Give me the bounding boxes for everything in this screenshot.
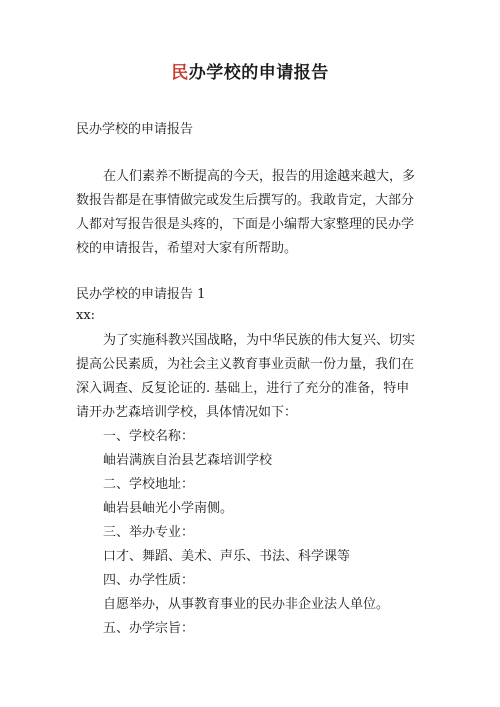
item-specialties-value: 口才、舞蹈、美术、声乐、书法、科学课等 bbox=[103, 549, 351, 564]
document-title bbox=[0, 62, 500, 84]
subtitle: 民办学校的申请报告 bbox=[76, 122, 194, 137]
salutation: xx: bbox=[76, 308, 96, 323]
section1-para-line-1: 为了实施科教兴国战略，为中华民族的伟大复兴、切实 bbox=[103, 333, 416, 348]
section1-heading: 民办学校的申请报告 1 bbox=[76, 287, 206, 302]
intro-line-2: 数报告都是在事情做完或发生后撰写的。我敢肯定，大部分 bbox=[76, 193, 415, 208]
item-purpose-label: 五、办学宗旨： bbox=[103, 621, 195, 636]
item-school-name-label: 一、学校名称： bbox=[103, 429, 195, 444]
section1-para-line-2: 提高公民素质，为社会主义教育事业贡献一份力量，我们在 bbox=[76, 357, 415, 372]
intro-line-1: 在人们素养不断提高的今天，报告的用途越来越大，多 bbox=[103, 169, 416, 184]
item-nature-label: 四、办学性质： bbox=[103, 573, 195, 588]
item-nature-value: 自愿举办，从事教育事业的民办非企业法人单位。 bbox=[103, 597, 390, 612]
section1-para-line-3: 深入调查、反复论证的. 基础上，进行了充分的准备，特申 bbox=[76, 381, 410, 396]
item-school-address-value: 岫岩县岫光小学南侧。 bbox=[103, 501, 234, 516]
item-school-name-value: 岫岩满族自治县艺森培训学校 bbox=[103, 453, 273, 468]
title-rest: 办学校的申请报告 bbox=[188, 63, 329, 83]
intro-line-4: 校的申请报告，希望对大家有所帮助。 bbox=[76, 241, 298, 256]
section1-para-line-4: 请开办艺森培训学校，具体情况如下： bbox=[76, 405, 298, 420]
title-first-char: 民 bbox=[171, 63, 189, 83]
item-specialties-label: 三、举办专业： bbox=[103, 525, 195, 540]
intro-line-3: 人都对写报告很是头疼的，下面是小编帮大家整理的民办学 bbox=[76, 217, 415, 232]
item-school-address-label: 二、学校地址： bbox=[103, 477, 195, 492]
